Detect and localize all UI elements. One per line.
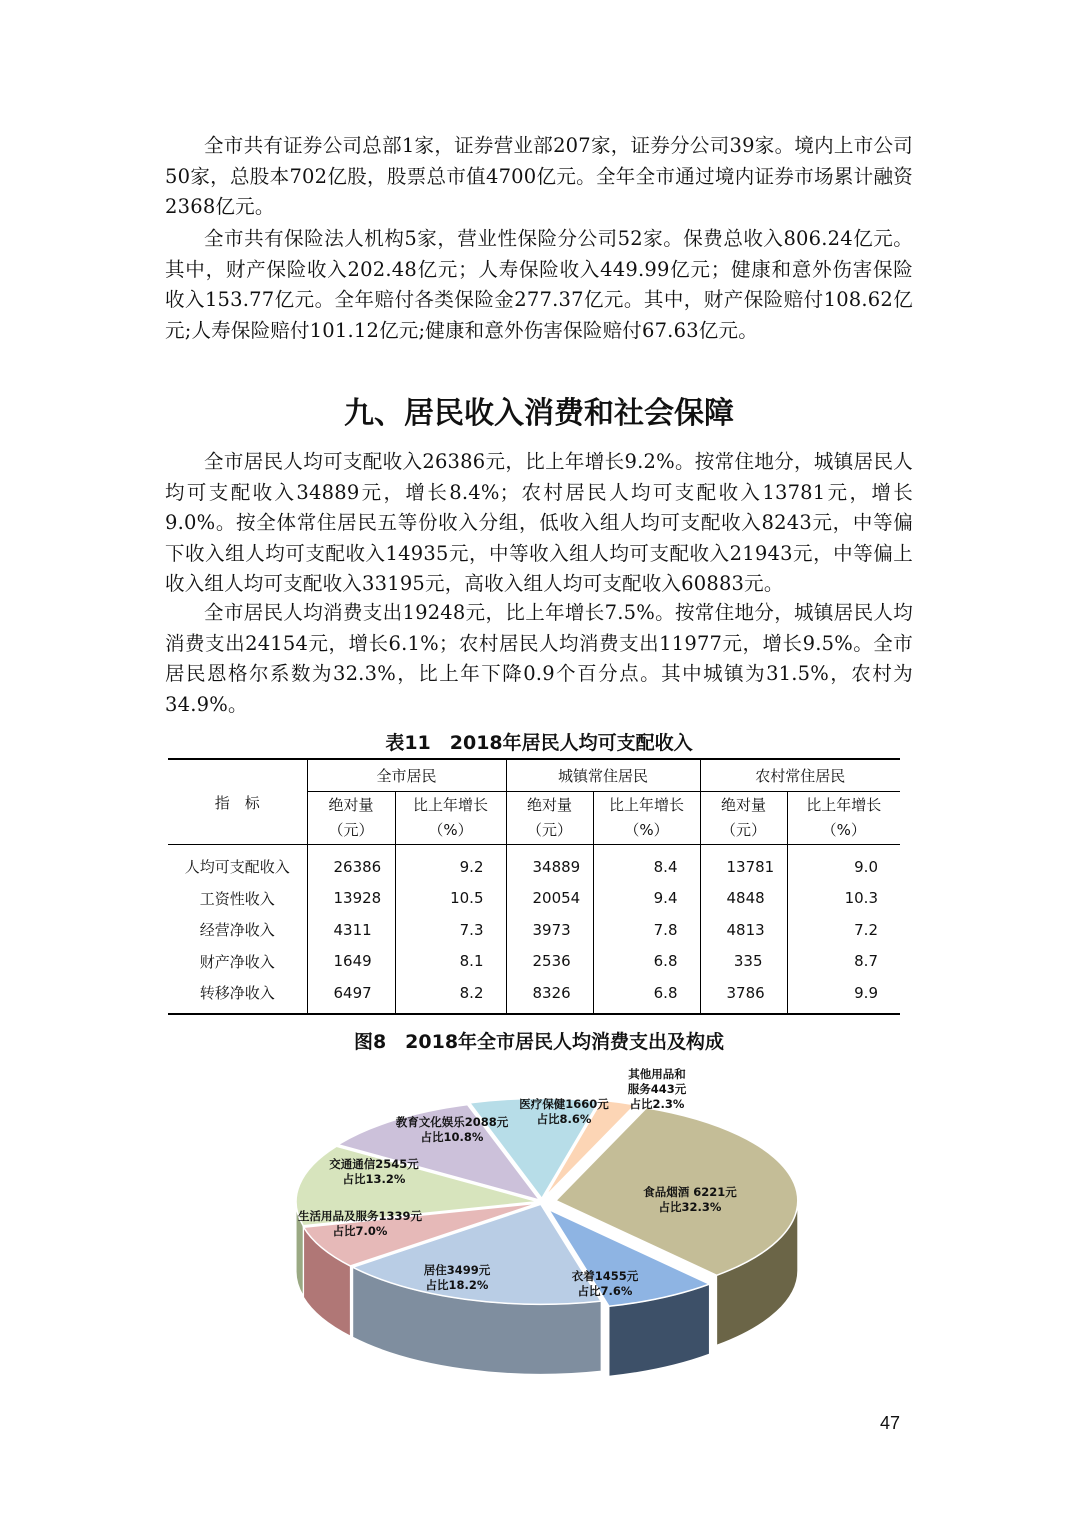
cell-value: 8326 xyxy=(506,977,593,1014)
cell-value: 7.2 xyxy=(787,914,900,946)
table-row xyxy=(168,883,900,915)
growth-header: 比上年增长 （%） xyxy=(787,792,900,845)
growth-header: 比上年增长 （%） xyxy=(395,792,506,845)
cell-value: 6497 xyxy=(307,977,395,1014)
cell-value: 3786 xyxy=(700,977,787,1014)
abs-header: 绝对量 （元） xyxy=(307,792,395,845)
row-label: 工资性收入 xyxy=(199,889,275,908)
pie-slice-label: 教育文化娱乐2088元占比10.8% xyxy=(395,1115,509,1144)
group-header-all: 全市居民 xyxy=(307,759,506,792)
cell-value: 6.8 xyxy=(593,977,700,1014)
paragraph-securities: 全市共有证券公司总部1家，证券营业部207家，证券分公司39家。境内上市公司50家，总股本702亿股，股票总市值4700亿元。全年全市通过境内证券市场累计融资2368亿元。 xyxy=(165,134,913,218)
page-number: 47 xyxy=(880,1413,901,1433)
cell-value: 4813 xyxy=(700,914,787,946)
cell-value: 26386 xyxy=(307,845,395,883)
abs-header: 绝对量 （元） xyxy=(506,792,593,845)
table-caption: 表11 2018年居民人均可支配收入 xyxy=(385,732,693,754)
table-row xyxy=(168,946,900,978)
row-label: 经营净收入 xyxy=(199,921,275,940)
cell-value: 3973 xyxy=(506,914,593,946)
cell-value: 1649 xyxy=(307,946,395,978)
income-table xyxy=(168,758,900,1015)
cell-value: 8.7 xyxy=(787,946,900,978)
cell-value: 7.3 xyxy=(395,914,506,946)
row-label: 财产净收入 xyxy=(199,952,275,971)
cell-value: 4848 xyxy=(700,883,787,915)
cell-value: 8.2 xyxy=(395,977,506,1014)
table-row xyxy=(168,914,900,946)
consumption-pie-chart xyxy=(280,1060,800,1400)
paragraph-insurance: 全市共有保险法人机构5家，营业性保险分公司52家。保费总收入806.24亿元。其中，财产保险收入202.48亿元；人寿保险收入449.99亿元；健康和意外伤害保险收入153.77亿元。全年赔付各类保险金277.37亿元。其中，财产保险赔付108.62亿元;人寿保险赔付101.12亿元;健康和意外伤害保险赔付67.63亿元。 xyxy=(165,227,913,342)
pie-slice-label: 居住3499元占比18.2% xyxy=(423,1263,491,1292)
section-heading: 九、居民收入消费和社会保障 xyxy=(344,396,734,431)
cell-value: 20054 xyxy=(506,883,593,915)
cell-value: 6.8 xyxy=(593,946,700,978)
group-header-rural: 农村常住居民 xyxy=(700,759,900,792)
table-row xyxy=(168,977,900,1014)
cell-value: 34889 xyxy=(506,845,593,883)
pie-slice-label: 其他用品和服务443元占比2.3% xyxy=(627,1067,687,1111)
cell-value: 9.2 xyxy=(395,845,506,883)
chart-caption: 图8 2018年全市居民人均消费支出及构成 xyxy=(353,1031,725,1053)
cell-value: 7.8 xyxy=(593,914,700,946)
cell-value: 335 xyxy=(700,946,787,978)
growth-header: 比上年增长 （%） xyxy=(593,792,700,845)
row-label: 转移净收入 xyxy=(168,977,307,1014)
abs-header: 绝对量 （元） xyxy=(700,792,787,845)
cell-value: 2536 xyxy=(506,946,593,978)
row-label: 人均可支配收入 xyxy=(184,858,290,877)
cell-value: 10.5 xyxy=(395,883,506,915)
cell-value: 9.9 xyxy=(787,977,900,1014)
pie-slice-label: 医疗保健1660元占比8.6% xyxy=(519,1097,609,1126)
cell-value: 13928 xyxy=(307,883,395,915)
cell-value: 8.1 xyxy=(395,946,506,978)
table-row xyxy=(168,845,900,883)
cell-value: 8.4 xyxy=(593,845,700,883)
pie-slice-label: 食品烟酒 6221元占比32.3% xyxy=(643,1185,737,1214)
indicator-header: 指 标 xyxy=(168,759,307,845)
paragraph-consumption: 全市居民人均消费支出19248元，比上年增长7.5%。按常住地分，城镇居民人均消费支出24154元，增长6.1%；农村居民人均消费支出11977元，增长9.5%。全市居民恩格尔系数为32.3%，比上年下降0.9个百分点。其中城镇为31.5%，农村为34.9%。 xyxy=(165,601,913,716)
cell-value: 9.4 xyxy=(593,883,700,915)
cell-value: 4311 xyxy=(307,914,395,946)
pie-slice-label: 衣着1455元占比7.6% xyxy=(571,1269,639,1298)
pie-slice-label: 生活用品及服务1339元占比7.0% xyxy=(297,1209,423,1238)
cell-value: 9.0 xyxy=(787,845,900,883)
paragraph-income: 全市居民人均可支配收入26386元，比上年增长9.2%。按常住地分，城镇居民人均可支配收入34889元，增长8.4%；农村居民人均可支配收入13781元，增长9.0%。按全体常住居民五等份收入分组，低收入组人均可支配收入8243元，中等偏下收入组人均可支配收入14935元，中等收入组人均可支配收入21943元，中等偏上收入组人均可支配收入33195元，高收入组人均可支配收入60883元。 xyxy=(165,450,913,595)
cell-value: 13781 xyxy=(700,845,787,883)
pie-slice-label: 交通通信2545元占比13.2% xyxy=(329,1157,419,1186)
cell-value: 10.3 xyxy=(787,883,900,915)
group-header-urban: 城镇常住居民 xyxy=(506,759,700,792)
